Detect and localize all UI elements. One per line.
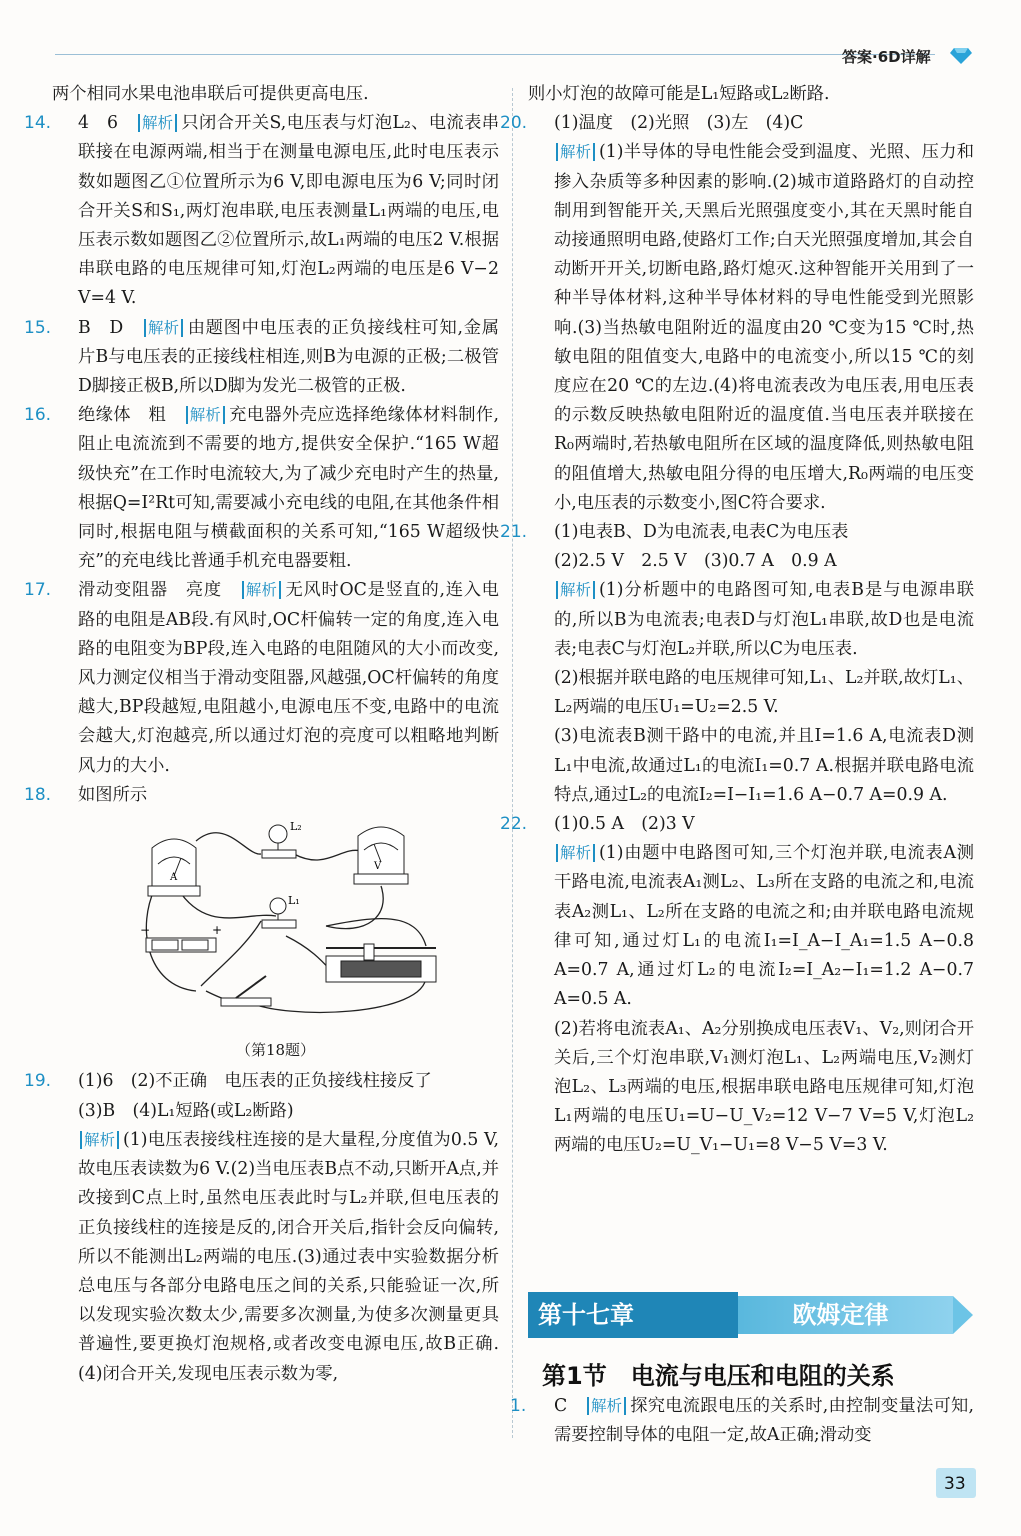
analysis-tag: 解析 [138,114,177,132]
section-answer-1 [510,1392,974,1450]
analysis-tag: 解析 [556,844,595,862]
analysis-text: (1)电压表接线柱连接的是大量程,分度值为0.5 V,故电压表读数为6 V.(2)当电压表B点不动,只断开A点,并改接到C点上时,虽然电压表此时与L₂并联,但电压表的正负接线柱的连接是反的,闭合开关后,指针会反向偏转,所以不能测出L₂两端的电压.(3)通过表中实验数据分析总电压与各部分电路电压之间的关系,只能验证一次,所以发现实验次数太少,需要多次测量,为使多次测量更具普遍性,要更换灯泡规格,或者改变电源电压,故B正确.(4)闭合开关,发现电压表示数为零, [78,1129,499,1384]
battery-plus-label: + [212,923,223,938]
answer-text: (1)0.5 A (2)3 V [554,814,695,835]
figure-caption: （第18题） [235,1041,316,1060]
answer-line-1: (1)电表B、D为电流表,电表C为电压表 [554,522,849,543]
question-number: 22. [500,814,528,835]
lamp-l2-label: L₂ [290,820,302,834]
section-title: 第1节 电流与电压和电阻的关系 [542,1362,895,1390]
analysis-text: 无风时OC是竖直的,连入电路的电阻是AB段.有风时,OC杆偏转一定的角度,连入电路的电阻变为BP段,连入电路的电阻随风的大小而改变,风力测定仪相当于滑动变阻器,风越强,OC杆偏转的角度越大,BP段越短,电阻越小,电源电压不变,电路中的电流会越大,灯泡越亮,所以通过灯泡的亮度可以粗略地判断风力的大小. [78,580,499,776]
chapter-banner [528,1292,978,1338]
analysis-tag: 解析 [556,581,595,599]
analysis-tag: 解析 [587,1397,626,1415]
answer-text: 4 6 [78,113,118,134]
battery-pack [146,938,216,952]
lamp-l1-label: L₁ [288,894,300,908]
answer-line-2: (2)2.5 V 2.5 V (3)0.7 A 0.9 A [554,551,837,572]
question-number: 1. [510,1396,527,1416]
answer-text: 如图所示 [78,784,148,805]
switch [221,976,271,1006]
analysis-text: 探究电流跟电压的关系时,由控制变量法可知,需要控制导体的电阻一定,故A正确;滑动变 [554,1396,974,1446]
analysis-text-1: (1)由题中电路图可知,三个灯泡并联,电流表A测干路电流,电流表A₁测L₂、L₃所在支路的电流之和,电流表A₂测L₁、L₂所在支路的电流之和;由并联电路电流规律可知,通过灯L₁的电流I₁=I_A−I_A₁=1.5 A−0.8 A=0.7 A,通过灯L₂的电流I₂=I_A₂−I₁=1.2 A−0.7 A=0.5 A. [554,843,974,1010]
analysis-tag: 解析 [144,319,183,337]
continued-text: 两个相同水果电池串联后可提供更高电压. [52,84,369,104]
question-number: 18. [24,784,52,805]
question-number: 21. [500,522,528,543]
analysis-text-2: (2)根据并联电路的电压规律可知,L₁、L₂并联,故灯L₁、L₂两端的电压U₁=U₂=2.5 V. [554,668,974,718]
answer-17 [24,576,499,780]
continued-text: 则小灯泡的故障可能是L₁短路或L₂断路. [528,84,830,104]
answer-15 [24,314,499,402]
chapter-title: 欧姆定律 [698,1296,953,1334]
question-number: 20. [500,113,528,134]
analysis-text: 只闭合开关S,电压表与灯泡L₂、电流表串联接在电源两端,相当于在测量电源电压,此时电压表示数如题图乙①位置所示为6 V,即电源电压为6 V;同时闭合开关S和S₁,两灯泡串联,电压表测量L₁两端的电压,电压表示数如题图乙②位置所示,故L₁两端的电压2 V.根据串联电路的电压规律可知,灯泡L₂两端的电压是6 V−2 V=4 V. [78,113,499,309]
analysis-text-2: (2)若将电流表A₁、A₂分别换成电压表V₁、V₂,则闭合开关后,三个灯泡串联,V₁测灯泡L₁、L₂两端电压,V₂测灯泡L₂、L₃两端的电压,根据串联电路电压规律可知,灯泡L₁两端的电压U₁=U−U_V₂=12 V−7 V=5 V,灯泡L₂两端的电压U₂=U_V₁−U₁=8 V−5 V=3 V. [554,1018,974,1156]
chapter-arrow-icon [953,1296,973,1334]
analysis-tag: 解析 [556,143,595,161]
answer-20 [500,109,974,518]
question-number: 19. [24,1071,52,1092]
section-answers [510,1392,974,1450]
left-column [24,80,499,1389]
ammeter-label: A [170,872,178,884]
question-number: 15. [24,317,52,338]
answer-text: 绝缘体 粗 [78,405,167,426]
analysis-text-3: (3)电流表B测干路中的电流,并且I=1.6 A,电流表D测L₁中电流,故通过L₁的电流I₁=0.7 A.根据并联电路电流特点,通过L₂的电流I₂=I−I₁=1.6 A−0.7 A=0.9 A. [554,726,974,805]
circuit-figure [126,816,466,1026]
battery-minus-label: − [140,923,151,938]
question-number: 14. [24,113,52,134]
analysis-tag: 解析 [242,581,281,599]
rheostat [326,944,436,982]
analysis-tag: 解析 [80,1131,119,1149]
analysis-text: 由题图中电压表的正负接线柱可知,金属片B与电压表的正接线柱相连,则B为电源的正极;二极管D脚接正极B,所以D脚为发光二极管的正极. [78,317,499,397]
voltmeter [354,827,408,884]
answer-16 [24,401,499,576]
chapter-number: 第十七章 [528,1292,738,1338]
ammeter [148,839,200,896]
right-column [500,80,974,1161]
analysis-text: (1)半导体的导电性能会受到温度、光照、压力和掺入杂质等多种因素的影响.(2)城市道路路灯的自动控制用到智能开关,天黑后光照强度变小,其在天黑时能自动接通照明电路,使路灯工作;白天光照强度增加,其会自动断开开关,切断电路,路灯熄灭.这种智能开关用到了一种半导体材料,这种半导体材料的导电性能受到光照影响.(3)当热敏电阻附近的温度由20 ℃变为15 ℃时,热敏电阻的阻值变大,电路中的电流变小,所以15 ℃的刻度应在20 ℃的左边.(4)将电流表改为电压表,用电压表的示数反映热敏电阻附近的温度值.当电压表并联接在R₀两端时,若热敏电阻所在区域的温度降低,则热敏电阻的阻值增大,热敏电阻分得的电压增大,R₀两端的电压变小,电压表的示数变小,图C符合要求. [554,142,974,513]
answer-22 [500,810,974,1160]
analysis-tag: 解析 [186,406,225,424]
answer-line-1: (1)6 (2)不正确 电压表的正负接线柱接反了 [78,1071,432,1092]
answer-text: B D [78,317,124,338]
answer-19 [24,1067,499,1388]
voltmeter-label: V [374,861,382,873]
answer-21 [500,518,974,810]
column-divider [512,88,513,1438]
answer-18 [24,781,499,810]
header-rule [55,54,935,55]
analysis-text: 充电器外壳应选择绝缘体材料制作,阻止电流流到不需要的地方,提供安全保护.“165 W超级快充”在工作时电流较大,为了减少充电时产生的热量,根据Q=I²Rt可知,需要减小充电线的电阻,在其他条件相同时,根据电阻与横截面积的关系可知,“165 W超级快充”的充电线比普通手机充电器要粗. [78,405,499,572]
question-number: 17. [24,580,52,601]
gem-icon [950,46,972,64]
page-number: 33 [944,1474,966,1494]
header-title: 答案·6D详解 [842,48,931,66]
analysis-text-1: (1)分析题中的电路图可知,电表B是与电源串联的,所以B为电流表;电表D与灯泡L₁串联,故D也是电流表;电表C与灯泡L₂并联,所以C为电压表. [554,580,974,659]
answer-line-2: (3)B (4)L₁短路(或L₂断路) [78,1100,294,1121]
answer-14 [24,109,499,313]
answer-text: C [554,1396,568,1416]
answer-text: 滑动变阻器 亮度 [78,580,222,601]
question-number: 16. [24,405,52,426]
answer-text: (1)温度 (2)光照 (3)左 (4)C [554,113,804,134]
